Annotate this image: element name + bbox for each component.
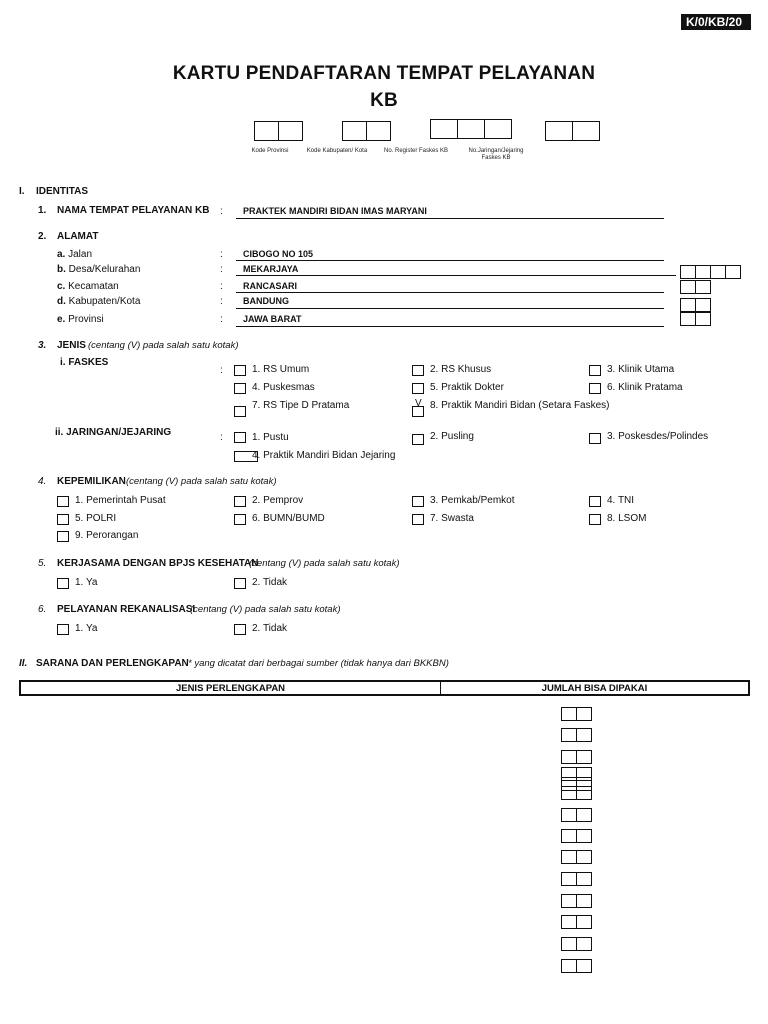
option-rs-tipe-d: 7. RS Tipe D Pratama: [252, 400, 350, 411]
colon: :: [220, 249, 223, 260]
kode-provinsi-boxes[interactable]: [254, 121, 303, 141]
rekanalisasi-hint: (centang (V) pada salah satu kotak): [190, 604, 341, 615]
option-rs-umum: 1. RS Umum: [252, 364, 310, 375]
provinsi-value[interactable]: JAWA BARAT: [243, 314, 302, 324]
kecamatan-code-boxes[interactable]: [680, 280, 711, 294]
item5-num: 5.: [38, 558, 47, 569]
kabupaten-label: d. Kabupaten/Kota: [57, 296, 141, 307]
option-pemkab: 3. Pemkab/Pemkot: [430, 495, 515, 506]
option-rs-khusus: 2. RS Khusus: [430, 364, 492, 375]
bpjs-hint: (centang (V) pada salah satu kotak): [249, 558, 400, 569]
checkbox-bumn[interactable]: [234, 514, 246, 525]
item2-num: 2.: [38, 231, 47, 242]
jumlah-input-boxes[interactable]: [561, 707, 592, 721]
desa-value[interactable]: MEKARJAYA: [243, 264, 299, 274]
item4-num: 4.: [38, 476, 47, 487]
provinsi-code-boxes[interactable]: [680, 312, 711, 326]
option-tni: 4. TNI: [607, 495, 635, 506]
page-title: KARTU PENDAFTARAN TEMPAT PELAYANAN: [172, 63, 596, 84]
option-swasta: 7. Swasta: [430, 513, 474, 524]
jumlah-input-boxes[interactable]: [561, 959, 592, 973]
provinsi-label: e. Provinsi: [57, 314, 104, 325]
option-polri: 5. POLRI: [75, 513, 117, 524]
provinsi-underline: [236, 326, 664, 327]
jalan-value[interactable]: CIBOGO NO 105: [243, 249, 314, 259]
checkbox-bpjs-ya[interactable]: [57, 578, 69, 589]
checkbox-lsom[interactable]: [589, 514, 601, 525]
checkbox-rekanalisasi-ya[interactable]: [57, 624, 69, 635]
desa-label: b. Desa/Kelurahan: [57, 264, 141, 275]
jenis-hint: (centang (V) pada salah satu kotak): [88, 340, 239, 351]
checkbox-swasta[interactable]: [412, 514, 424, 525]
checkbox-pemerintah-pusat[interactable]: [57, 496, 69, 507]
bpjs-label: KERJASAMA DENGAN BPJS KESEHATAN: [57, 558, 259, 569]
check-mark: V: [415, 398, 422, 409]
register-faskes-label: No. Register Faskes KB: [383, 148, 449, 154]
jumlah-input-boxes[interactable]: [561, 750, 592, 764]
colon: :: [220, 281, 223, 292]
checkbox-pusling[interactable]: [412, 434, 424, 445]
option-rekanalisasi-ya: 1. Ya: [75, 623, 98, 634]
jenis-label: JENIS: [57, 340, 86, 351]
item1-num: 1.: [38, 205, 47, 216]
section2-title: SARANA DAN PERLENGKAPAN: [36, 658, 189, 669]
jalan-label: a. Jalan: [57, 249, 93, 260]
section2-note: * yang dicatat dari berbagai sumber (tidak hanya dari BKKBN): [188, 658, 449, 669]
jumlah-input-boxes[interactable]: [561, 728, 592, 742]
option-perorangan: 9. Perorangan: [75, 530, 139, 541]
section1-roman: I.: [19, 186, 25, 197]
checkbox-rs-khusus[interactable]: [412, 365, 424, 376]
kepemilikan-label: KEPEMILIKAN: [57, 476, 126, 487]
option-rekanalisasi-tidak: 2. Tidak: [252, 623, 288, 634]
checkbox-perorangan[interactable]: [57, 531, 69, 542]
form-code-badge: K/0/KB/20: [681, 14, 751, 30]
checkbox-puskesmas[interactable]: [234, 383, 246, 394]
option-pusling: 2. Pusling: [430, 431, 474, 442]
checkbox-bpjs-tidak[interactable]: [234, 578, 246, 589]
alamat-label: ALAMAT: [57, 231, 99, 242]
colon: :: [220, 365, 223, 376]
checkbox-klinik-utama[interactable]: [589, 365, 601, 376]
jumlah-input-boxes[interactable]: [561, 894, 592, 908]
jumlah-input-boxes[interactable]: [561, 850, 592, 864]
option-pemerintah-pusat: 1. Pemerintah Pusat: [75, 495, 166, 506]
option-pmb-jejaring: 4. Praktik Mandiri Bidan Jejaring: [252, 450, 396, 461]
checkbox-pemkab[interactable]: [412, 496, 424, 507]
checkbox-pustu[interactable]: [234, 432, 246, 443]
register-faskes-boxes[interactable]: [430, 119, 512, 139]
desa-code-boxes[interactable]: [680, 265, 741, 279]
option-poskesdes: 3. Poskesdes/Polindes: [607, 431, 709, 442]
kepemilikan-hint: (centang (V) pada salah satu kotak): [126, 476, 277, 487]
section1-title: IDENTITAS: [36, 186, 89, 197]
colon: :: [220, 432, 223, 443]
kode-kabupaten-label: Kode Kabupaten/ Kota: [306, 148, 368, 154]
jaringan-faskes-boxes[interactable]: [545, 121, 600, 141]
nama-tempat-underline: [236, 218, 664, 219]
jumlah-input-boxes[interactable]: [561, 915, 592, 929]
page-title-line2: KB: [370, 90, 398, 111]
kabupaten-value[interactable]: BANDUNG: [243, 296, 289, 306]
rekanalisasi-label: PELAYANAN REKANALISASI: [57, 604, 196, 615]
kabupaten-underline: [236, 308, 664, 309]
kecamatan-value[interactable]: RANCASARI: [243, 281, 297, 291]
nama-tempat-value[interactable]: PRAKTEK MANDIRI BIDAN IMAS MARYANI: [243, 206, 427, 216]
kecamatan-underline: [236, 292, 664, 293]
option-klinik-utama: 3. Klinik Utama: [607, 364, 675, 375]
colon: :: [220, 296, 223, 307]
colon: :: [220, 206, 223, 217]
col-jenis-perlengkapan: JENIS PERLENGKAPAN: [175, 683, 286, 694]
colon: :: [220, 314, 223, 325]
option-puskesmas: 4. Puskesmas: [252, 382, 315, 393]
option-lsom: 8. LSOM: [607, 513, 647, 524]
checkbox-tni[interactable]: [589, 496, 601, 507]
kode-provinsi-label: Kode Provinsi: [251, 148, 289, 154]
jumlah-input-boxes[interactable]: [561, 808, 592, 822]
checkbox-rs-tipe-d[interactable]: [234, 406, 246, 417]
option-bpjs-tidak: 2. Tidak: [252, 577, 288, 588]
desa-underline: [236, 275, 676, 276]
item3-num: 3.: [38, 340, 47, 351]
option-praktik-dokter: 5. Praktik Dokter: [430, 382, 504, 393]
kode-kabupaten-boxes[interactable]: [342, 121, 391, 141]
colon: :: [220, 264, 223, 275]
jaringan-label: ii. JARINGAN/JEJARING: [55, 427, 172, 438]
checkbox-poskesdes[interactable]: [589, 433, 601, 444]
jaringan-faskes-label: No.Jaringan/Jejaring Faskes KB: [468, 148, 524, 161]
option-praktik-mandiri-bidan: 8. Praktik Mandiri Bidan (Setara Faskes): [430, 400, 610, 411]
kabupaten-code-boxes[interactable]: [680, 298, 711, 312]
jumlah-input-boxes[interactable]: [561, 937, 592, 951]
checkbox-rekanalisasi-tidak[interactable]: [234, 624, 246, 635]
kecamatan-label: c. Kecamatan: [57, 281, 119, 292]
col-jumlah-bisa-dipakai: JUMLAH BISA DIPAKAI: [541, 683, 648, 694]
checkbox-polri[interactable]: [57, 514, 69, 525]
option-klinik-pratama: 6. Klinik Pratama: [607, 382, 683, 393]
option-pustu: 1. Pustu: [252, 432, 289, 443]
sarana-table-header: [19, 680, 750, 696]
jumlah-input-boxes[interactable]: [561, 786, 592, 800]
item6-num: 6.: [38, 604, 47, 615]
jumlah-input-boxes[interactable]: [561, 829, 592, 843]
jumlah-input-boxes[interactable]: [561, 872, 592, 886]
option-bpjs-ya: 1. Ya: [75, 577, 98, 588]
jalan-underline: [236, 260, 664, 261]
option-pemprov: 2. Pemprov: [252, 495, 304, 506]
nama-tempat-label: NAMA TEMPAT PELAYANAN KB: [57, 205, 210, 216]
option-bumn: 6. BUMN/BUMD: [252, 513, 325, 524]
checkbox-rs-umum[interactable]: [234, 365, 246, 376]
checkbox-klinik-pratama[interactable]: [589, 383, 601, 394]
checkbox-praktik-dokter[interactable]: [412, 383, 424, 394]
faskes-label: i. FASKES: [60, 357, 109, 368]
section2-roman: II.: [19, 658, 28, 669]
checkbox-pemprov[interactable]: [234, 496, 246, 507]
